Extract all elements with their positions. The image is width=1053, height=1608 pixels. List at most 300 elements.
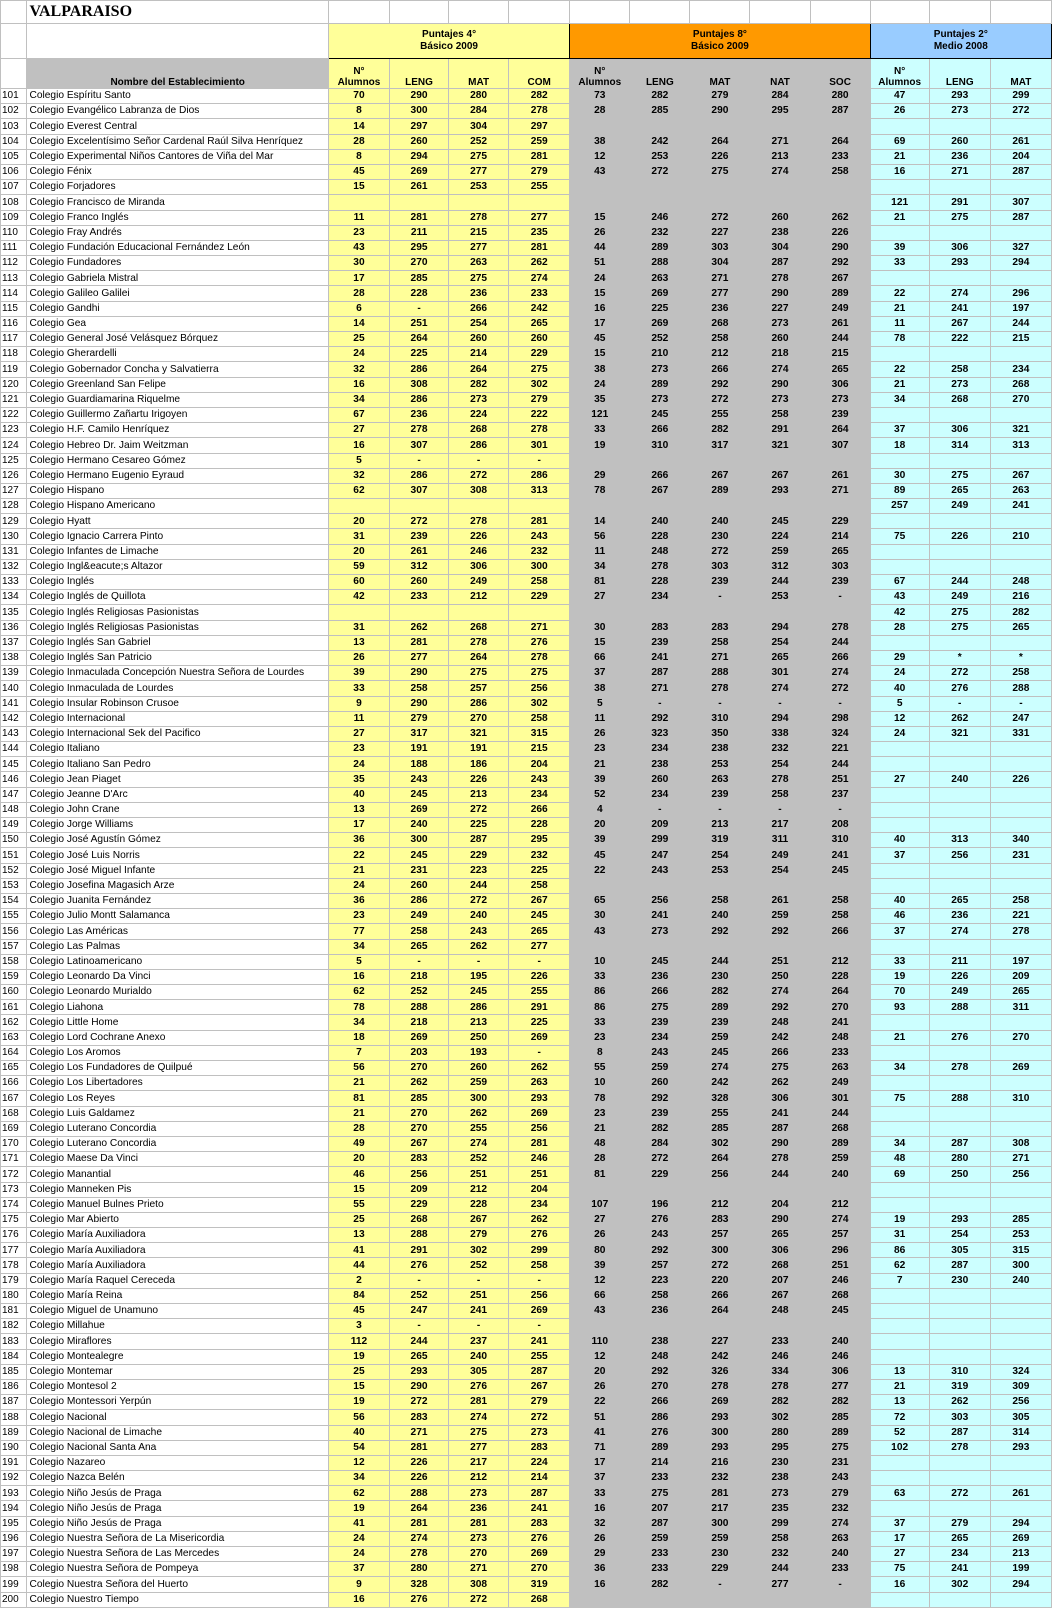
cell-school-name: Colegio Hebreo Dr. Jaim Weitzman <box>27 438 328 453</box>
cell-g8-soc: 244 <box>810 1106 870 1121</box>
cell-school-name: Colegio Nuestro Tiempo <box>27 1592 328 1607</box>
cell-g8-alumnos: 17 <box>570 1455 630 1470</box>
cell-g8-mat: 253 <box>690 863 750 878</box>
cell-row-number: 182 <box>1 1319 27 1334</box>
cell-g8-nat: 304 <box>750 240 810 255</box>
cell-g4-mat: 260 <box>449 332 509 347</box>
cell-row-number: 137 <box>1 635 27 650</box>
cell-g8-nat <box>750 453 810 468</box>
cell-gm-leng <box>929 544 990 559</box>
cell-g8-nat: 295 <box>750 104 810 119</box>
cell-row-number: 187 <box>1 1395 27 1410</box>
cell-gm-leng: 293 <box>929 1212 990 1227</box>
cell-gm-leng: 267 <box>929 316 990 331</box>
cell-g8-mat: 258 <box>690 893 750 908</box>
cell-g4-mat: 236 <box>449 1501 509 1516</box>
cell-g4-leng: 269 <box>390 164 449 179</box>
cell-g8-nat <box>750 180 810 195</box>
cell-gm-alumnos: 34 <box>870 1136 929 1151</box>
cell-g4-com: 262 <box>509 1061 570 1076</box>
cell-row-number: 136 <box>1 620 27 635</box>
cell-g8-mat: 290 <box>690 104 750 119</box>
cell-g4-com: 268 <box>509 1592 570 1607</box>
cell-g8-mat: 303 <box>690 559 750 574</box>
cell-school-name: Colegio Miraflores <box>27 1334 328 1349</box>
cell-school-name: Colegio Juanita Fernández <box>27 893 328 908</box>
cell-g8-mat: 289 <box>690 483 750 498</box>
cell-row-number: 174 <box>1 1197 27 1212</box>
cell-gm-leng: 250 <box>929 1167 990 1182</box>
cell-g8-mat: 277 <box>690 286 750 301</box>
cell-g4-alumnos: 22 <box>328 848 389 863</box>
cell-school-name: Colegio Latinoamericano <box>27 954 328 969</box>
cell-g8-mat: 319 <box>690 833 750 848</box>
cell-row-number: 131 <box>1 544 27 559</box>
cell-g4-alumnos: 59 <box>328 559 389 574</box>
cell-g4-mat: 254 <box>449 316 509 331</box>
cell-g4-mat: 281 <box>449 1516 509 1531</box>
cell-row-number: 193 <box>1 1486 27 1501</box>
cell-gm-mat: 270 <box>990 392 1051 407</box>
cell-school-name: Colegio Montesol 2 <box>27 1379 328 1394</box>
cell-g8-mat: - <box>690 1577 750 1592</box>
cell-g8-alumnos: 43 <box>570 924 630 939</box>
cell-g8-nat: 262 <box>750 1076 810 1091</box>
cell-g8-nat: 250 <box>750 969 810 984</box>
cell-g4-mat: 241 <box>449 1304 509 1319</box>
cell-gm-alumnos <box>870 742 929 757</box>
cell-g8-alumnos: 39 <box>570 772 630 787</box>
cell-gm-mat: 327 <box>990 240 1051 255</box>
cell-g4-com: 269 <box>509 1106 570 1121</box>
cell-g4-mat: 276 <box>449 1379 509 1394</box>
cell-g4-com: 302 <box>509 377 570 392</box>
cell-g4-mat: 212 <box>449 1471 509 1486</box>
cell-g8-leng: 292 <box>630 1364 690 1379</box>
col-header-g8-leng: LENG <box>630 59 690 89</box>
cell-gm-mat: 241 <box>990 499 1051 514</box>
cell-g4-com <box>509 499 570 514</box>
cell-g8-alumnos: 26 <box>570 1531 630 1546</box>
cell-g4-leng: 291 <box>390 1243 449 1258</box>
cell-g8-nat: 287 <box>750 256 810 271</box>
cell-g4-com: 234 <box>509 787 570 802</box>
cell-g8-nat: 290 <box>750 1136 810 1151</box>
cell-gm-leng <box>929 1501 990 1516</box>
cell-row-number: 156 <box>1 924 27 939</box>
cell-g4-mat <box>449 195 509 210</box>
cell-g8-leng: 240 <box>630 514 690 529</box>
cell-g4-alumnos: 43 <box>328 240 389 255</box>
cell-g8-nat: - <box>750 802 810 817</box>
cell-g8-nat: 244 <box>750 575 810 590</box>
cell-g8-soc: 258 <box>810 893 870 908</box>
cell-g4-leng: 262 <box>390 1076 449 1091</box>
cell-gm-alumnos: 69 <box>870 134 929 149</box>
cell-g4-mat: 268 <box>449 620 509 635</box>
cell-row-number: 145 <box>1 757 27 772</box>
cell-row-number: 191 <box>1 1455 27 1470</box>
cell-g4-alumnos: 19 <box>328 1501 389 1516</box>
cell-row-number: 160 <box>1 985 27 1000</box>
cell-g8-mat: 282 <box>690 423 750 438</box>
cell-g4-mat: 262 <box>449 939 509 954</box>
cell-g8-alumnos: 38 <box>570 362 630 377</box>
cell-g8-leng <box>630 1319 690 1334</box>
cell-g8-leng: 323 <box>630 726 690 741</box>
cell-g4-mat: 272 <box>449 893 509 908</box>
cell-g8-mat <box>690 939 750 954</box>
cell-g8-alumnos: 23 <box>570 742 630 757</box>
table-row <box>1 104 1052 119</box>
cell-g4-com: 222 <box>509 407 570 422</box>
cell-g4-com: 262 <box>509 1212 570 1227</box>
table-row <box>1 362 1052 377</box>
cell-g8-leng: 259 <box>630 1061 690 1076</box>
cell-gm-mat: 340 <box>990 833 1051 848</box>
group-header-2medio: Puntajes 2° Medio 2008 <box>870 24 1051 59</box>
cell-g8-mat: 257 <box>690 1228 750 1243</box>
cell-g4-leng: 252 <box>390 1288 449 1303</box>
cell-gm-alumnos <box>870 1319 929 1334</box>
cell-gm-alumnos <box>870 225 929 240</box>
cell-g4-leng: 281 <box>390 210 449 225</box>
cell-g8-soc: 306 <box>810 377 870 392</box>
cell-school-name: Colegio Everest Central <box>27 119 328 134</box>
cell-row-number: 106 <box>1 164 27 179</box>
cell-gm-alumnos <box>870 1045 929 1060</box>
cell-g4-alumnos: 31 <box>328 529 389 544</box>
cell-g4-leng: 288 <box>390 1486 449 1501</box>
cell-g8-nat: 233 <box>750 1334 810 1349</box>
cell-g4-mat: 266 <box>449 301 509 316</box>
cell-g8-leng: 236 <box>630 969 690 984</box>
cell-g8-soc: 212 <box>810 1197 870 1212</box>
cell-g4-leng: 233 <box>390 590 449 605</box>
cell-gm-mat: 265 <box>990 620 1051 635</box>
cell-g8-leng: 276 <box>630 1425 690 1440</box>
cell-gm-leng: 279 <box>929 1516 990 1531</box>
cell-g4-alumnos: 40 <box>328 787 389 802</box>
cell-g8-mat: 240 <box>690 909 750 924</box>
table-row <box>1 1379 1052 1394</box>
cell-g8-soc: 231 <box>810 1455 870 1470</box>
cell-g4-com: 272 <box>509 1410 570 1425</box>
cell-school-name: Colegio Miguel de Unamuno <box>27 1304 328 1319</box>
cell-g4-com <box>509 605 570 620</box>
cell-g4-mat: 224 <box>449 407 509 422</box>
cell-school-name: Colegio Inglés San Patricio <box>27 650 328 665</box>
table-row <box>1 1045 1052 1060</box>
cell-gm-alumnos: 69 <box>870 1167 929 1182</box>
cell-g4-mat: 250 <box>449 1030 509 1045</box>
cell-g4-leng: 270 <box>390 256 449 271</box>
cell-row-number: 179 <box>1 1273 27 1288</box>
cell-g8-mat: 242 <box>690 1349 750 1364</box>
table-row <box>1 575 1052 590</box>
cell-g8-alumnos <box>570 605 630 620</box>
cell-g4-mat: 215 <box>449 225 509 240</box>
cell-gm-mat: 294 <box>990 1516 1051 1531</box>
cell-g8-soc: 273 <box>810 392 870 407</box>
cell-g4-com: 271 <box>509 620 570 635</box>
cell-gm-alumnos <box>870 1501 929 1516</box>
cell-gm-alumnos: 21 <box>870 210 929 225</box>
cell-g8-mat <box>690 499 750 514</box>
cell-g4-alumnos: 20 <box>328 514 389 529</box>
cell-g8-nat: - <box>750 696 810 711</box>
cell-gm-leng: 287 <box>929 1258 990 1273</box>
cell-g8-nat: 217 <box>750 818 810 833</box>
cell-gm-alumnos <box>870 1304 929 1319</box>
cell-g8-leng: 287 <box>630 1516 690 1531</box>
cell-g4-mat <box>449 605 509 620</box>
cell-row-number: 117 <box>1 332 27 347</box>
cell-gm-alumnos: 62 <box>870 1258 929 1273</box>
cell-row-number: 155 <box>1 909 27 924</box>
cell-school-name: Colegio Infantes de Limache <box>27 544 328 559</box>
cell-g8-soc: 296 <box>810 1243 870 1258</box>
cell-row-number: 130 <box>1 529 27 544</box>
cell-g4-leng: 328 <box>390 1577 449 1592</box>
cell-gm-leng <box>929 559 990 574</box>
cell-gm-leng <box>929 863 990 878</box>
cell-school-name: Colegio Hispano <box>27 483 328 498</box>
cell-g8-leng: 260 <box>630 1076 690 1091</box>
cell-gm-mat: 288 <box>990 681 1051 696</box>
cell-g4-leng: 256 <box>390 1167 449 1182</box>
cell-g8-nat: 254 <box>750 757 810 772</box>
cell-g4-com: 281 <box>509 514 570 529</box>
cell-g8-alumnos: 43 <box>570 1304 630 1319</box>
cell-gm-mat <box>990 1015 1051 1030</box>
cell-g8-mat: 269 <box>690 1395 750 1410</box>
cell-g8-mat: 240 <box>690 514 750 529</box>
cell-g8-nat: 278 <box>750 772 810 787</box>
cell-g8-soc: 287 <box>810 104 870 119</box>
cell-g4-mat: 212 <box>449 1182 509 1197</box>
cell-school-name: Colegio Las Américas <box>27 924 328 939</box>
cell-g8-alumnos: 15 <box>570 286 630 301</box>
cell-g8-nat <box>750 605 810 620</box>
cell-gm-leng <box>929 1197 990 1212</box>
cell-g4-leng: 265 <box>390 1349 449 1364</box>
cell-gm-mat: 265 <box>990 985 1051 1000</box>
cell-gm-alumnos <box>870 635 929 650</box>
cell-gm-leng: 278 <box>929 1061 990 1076</box>
cell-school-name: Colegio Las Palmas <box>27 939 328 954</box>
cell-g8-nat: 295 <box>750 1440 810 1455</box>
table-row <box>1 407 1052 422</box>
cell-g4-mat: 277 <box>449 1440 509 1455</box>
cell-g8-alumnos: 16 <box>570 1501 630 1516</box>
cell-gm-leng: 258 <box>929 362 990 377</box>
cell-g8-soc: 262 <box>810 210 870 225</box>
table-row <box>1 863 1052 878</box>
cell-g4-com: 274 <box>509 271 570 286</box>
cell-g4-mat <box>449 499 509 514</box>
cell-g8-mat: 217 <box>690 1501 750 1516</box>
cell-row-number: 176 <box>1 1228 27 1243</box>
cell-g4-leng: 218 <box>390 969 449 984</box>
cell-g8-soc: 233 <box>810 1562 870 1577</box>
table-row <box>1 529 1052 544</box>
cell-g4-mat: 268 <box>449 423 509 438</box>
cell-gm-mat: 258 <box>990 893 1051 908</box>
cell-g4-mat: 286 <box>449 1000 509 1015</box>
cell-gm-alumnos: 121 <box>870 195 929 210</box>
table-row <box>1 468 1052 483</box>
cell-gm-leng: 306 <box>929 240 990 255</box>
cell-g4-leng: 236 <box>390 407 449 422</box>
sheet-title: VALPARAISO <box>27 1 328 24</box>
cell-g8-soc: 233 <box>810 149 870 164</box>
cell-gm-mat: 311 <box>990 1000 1051 1015</box>
cell-gm-leng: 302 <box>929 1577 990 1592</box>
cell-g4-alumnos: 12 <box>328 1455 389 1470</box>
cell-gm-leng: 249 <box>929 499 990 514</box>
cell-g8-soc: 279 <box>810 1486 870 1501</box>
cell-g4-com: 286 <box>509 468 570 483</box>
cell-g4-leng: 203 <box>390 1045 449 1060</box>
cell-g4-alumnos: 14 <box>328 119 389 134</box>
cell-g4-leng: 285 <box>390 1091 449 1106</box>
cell-g8-alumnos: 16 <box>570 301 630 316</box>
cell-g4-leng: 258 <box>390 681 449 696</box>
table-row <box>1 1304 1052 1319</box>
cell-gm-alumnos: 93 <box>870 1000 929 1015</box>
cell-row-number: 143 <box>1 726 27 741</box>
cell-g8-mat: 275 <box>690 164 750 179</box>
cell-g8-soc: 274 <box>810 1212 870 1227</box>
cell-g4-alumnos: 19 <box>328 1395 389 1410</box>
cell-g8-leng: 242 <box>630 134 690 149</box>
table-row <box>1 240 1052 255</box>
cell-row-number: 142 <box>1 711 27 726</box>
cell-school-name: Colegio Italiano <box>27 742 328 757</box>
cell-g8-leng: 252 <box>630 332 690 347</box>
cell-gm-mat: 258 <box>990 666 1051 681</box>
cell-g8-nat: 284 <box>750 89 810 104</box>
cell-gm-mat <box>990 635 1051 650</box>
cell-row-number: 169 <box>1 1121 27 1136</box>
cell-g8-soc: 277 <box>810 1379 870 1394</box>
cell-g8-alumnos: 23 <box>570 1030 630 1045</box>
cell-g8-leng: 283 <box>630 620 690 635</box>
col-header-g8-alumnos: N° Alumnos <box>570 59 630 89</box>
cell-gm-mat: 324 <box>990 1364 1051 1379</box>
cell-g8-alumnos: 38 <box>570 134 630 149</box>
cell-g8-alumnos: 56 <box>570 529 630 544</box>
table-row <box>1 89 1052 104</box>
cell-gm-alumnos <box>870 1349 929 1364</box>
cell-g8-soc: 221 <box>810 742 870 757</box>
cell-school-name: Colegio Fundación Educacional Fernández León <box>27 240 328 255</box>
cell-gm-alumnos: 75 <box>870 1091 929 1106</box>
cell-g8-soc: 215 <box>810 347 870 362</box>
cell-gm-alumnos: 18 <box>870 438 929 453</box>
cell-g8-nat: 260 <box>750 332 810 347</box>
cell-g8-nat: 232 <box>750 1547 810 1562</box>
cell-school-name: Colegio Niño Jesús de Praga <box>27 1501 328 1516</box>
cell-school-name: Colegio Internacional <box>27 711 328 726</box>
cell-g4-alumnos: 19 <box>328 1349 389 1364</box>
cell-g4-com: 291 <box>509 1000 570 1015</box>
cell-g4-mat: 213 <box>449 1015 509 1030</box>
cell-g8-alumnos: 39 <box>570 1258 630 1273</box>
cell-g4-leng: - <box>390 1319 449 1334</box>
cell-gm-mat: 209 <box>990 969 1051 984</box>
cell-gm-mat: 199 <box>990 1562 1051 1577</box>
cell-g4-com: 269 <box>509 1030 570 1045</box>
cell-gm-alumnos: 24 <box>870 726 929 741</box>
cell-gm-alumnos: 16 <box>870 164 929 179</box>
cell-g8-alumnos: 23 <box>570 1106 630 1121</box>
cell-g4-leng: 211 <box>390 225 449 240</box>
cell-g4-mat: 300 <box>449 1091 509 1106</box>
cell-gm-mat <box>990 180 1051 195</box>
table-row <box>1 1334 1052 1349</box>
cell-g8-mat: 212 <box>690 347 750 362</box>
cell-g4-com: 293 <box>509 1091 570 1106</box>
cell-gm-mat: 271 <box>990 1152 1051 1167</box>
cell-school-name: Colegio Nacional de Limache <box>27 1425 328 1440</box>
cell-gm-leng: 230 <box>929 1273 990 1288</box>
cell-row-number: 134 <box>1 590 27 605</box>
table-row <box>1 726 1052 741</box>
cell-g8-alumnos: 37 <box>570 666 630 681</box>
cell-row-number: 192 <box>1 1471 27 1486</box>
cell-g8-nat: 321 <box>750 438 810 453</box>
cell-g4-mat: 274 <box>449 1410 509 1425</box>
cell-g4-mat: 264 <box>449 362 509 377</box>
cell-g8-nat: 301 <box>750 666 810 681</box>
cell-g8-leng <box>630 499 690 514</box>
cell-g8-mat: 272 <box>690 210 750 225</box>
cell-g4-mat: 272 <box>449 1592 509 1607</box>
cell-g8-leng: 233 <box>630 1471 690 1486</box>
table-row <box>1 499 1052 514</box>
cell-g4-com: 277 <box>509 939 570 954</box>
cell-g4-com: 225 <box>509 863 570 878</box>
cell-gm-alumnos <box>870 1015 929 1030</box>
cell-g8-leng: 266 <box>630 468 690 483</box>
cell-g8-soc: 307 <box>810 438 870 453</box>
cell-g8-soc: 244 <box>810 332 870 347</box>
cell-gm-leng: 293 <box>929 89 990 104</box>
cell-g8-soc: 259 <box>810 1152 870 1167</box>
cell-gm-mat <box>990 742 1051 757</box>
table-row <box>1 1015 1052 1030</box>
cell-gm-alumnos <box>870 119 929 134</box>
cell-g8-mat: 282 <box>690 985 750 1000</box>
cell-g4-mat: 287 <box>449 833 509 848</box>
cell-gm-mat: 234 <box>990 362 1051 377</box>
cell-g4-leng: 218 <box>390 1015 449 1030</box>
cell-g8-leng: 258 <box>630 1288 690 1303</box>
cell-g8-leng: 272 <box>630 1152 690 1167</box>
cell-school-name: Colegio Nuestra Señora de Las Mercedes <box>27 1547 328 1562</box>
cell-g8-leng: 269 <box>630 316 690 331</box>
cell-g4-com: 267 <box>509 1379 570 1394</box>
cell-g4-alumnos: 13 <box>328 635 389 650</box>
cell-g4-mat: 226 <box>449 772 509 787</box>
cell-g8-nat: 254 <box>750 635 810 650</box>
cell-school-name: Colegio María Auxiliadora <box>27 1243 328 1258</box>
cell-gm-mat: 278 <box>990 924 1051 939</box>
table-row <box>1 1455 1052 1470</box>
cell-g8-nat: 248 <box>750 1304 810 1319</box>
